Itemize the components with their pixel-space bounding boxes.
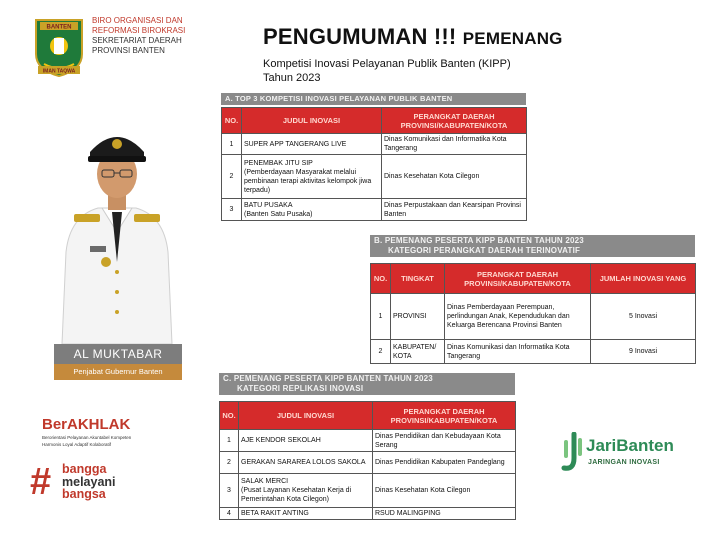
- row-agency: Dinas Komunikasi dan Informatika Kota Tangerang: [445, 340, 591, 364]
- subtitle-line-1: Kompetisi Inovasi Pelayanan Publik Banten (KIPP): [263, 58, 511, 70]
- row-title: PENEMBAK JITU SIP (Pemberdayaan Masyarakat melalui pembinaan terapi aktivitas kelompok jiwa terpadu): [242, 155, 382, 199]
- berakhlak-wordmark: BerAKHLAK: [42, 416, 131, 433]
- row-title: AJE KENDOR SEKOLAH: [239, 430, 373, 452]
- section-c-title-line-1: C. PEMENANG PESERTA KIPP BANTEN TAHUN 2023: [223, 374, 433, 383]
- table-row: [220, 508, 516, 520]
- row-no: 3: [222, 199, 242, 221]
- table-row: [220, 474, 516, 508]
- table-header-row: [371, 264, 696, 294]
- table-row: [222, 199, 527, 221]
- organization-block: [92, 16, 222, 56]
- section-a-table: [221, 107, 527, 221]
- jaribanten-tagline: JARINGAN INOVASI: [588, 459, 660, 466]
- row-agency: Dinas Pemberdayaan Perempuan, perlindungan Anak, Kependudukan dan Keluarga Berencana Provinsi Banten: [445, 294, 591, 340]
- row-level: KABUPATEN/ KOTA: [391, 340, 445, 364]
- page-subtitle: [263, 57, 511, 85]
- official-portrait: [52, 112, 182, 344]
- banten-emblem-logo: [32, 16, 86, 78]
- row-title: SUPER APP TANGERANG LIVE: [242, 134, 382, 155]
- table-header-row: [222, 108, 527, 134]
- jaribanten-name: JariBanten: [586, 436, 674, 455]
- row-no: 2: [371, 340, 391, 364]
- section-b-table: [370, 263, 696, 364]
- table-row: [222, 155, 527, 199]
- row-no: 1: [371, 294, 391, 340]
- col-header-level: TINGKAT: [391, 264, 445, 294]
- row-agency: Dinas Perpustakaan dan Kearsipan Provinsi Banten: [382, 199, 527, 221]
- row-detail: (Pusat Layanan Kesehatan Kerja di Pemerintahan Kota Cilegon): [241, 487, 352, 503]
- org-line-3: SEKRETARIAT DAERAH: [92, 36, 182, 45]
- table-row: [371, 294, 696, 340]
- row-no: 3: [220, 474, 239, 508]
- row-count: 5 Inovasi: [591, 294, 696, 340]
- row-no: 1: [222, 134, 242, 155]
- col-header-title: JUDUL INOVASI: [242, 108, 382, 134]
- section-b-title-line-2: KATEGORI PERANGKAT DAERAH TERINOVATIF: [388, 246, 581, 255]
- row-agency: Dinas Pendidikan Kabupaten Pandeglang: [373, 452, 516, 474]
- col-header-title: JUDUL INOVASI: [239, 402, 373, 430]
- row-agency: Dinas Kesehatan Kota Cilegon: [382, 155, 527, 199]
- bangga-word-2: melayani: [62, 474, 116, 489]
- row-count: 9 Inovasi: [591, 340, 696, 364]
- row-no: 4: [220, 508, 239, 520]
- official-role: Penjabat Gubernur Banten: [54, 364, 182, 380]
- row-title: GERAKAN SARAREA LOLOS SAKOLA: [239, 452, 373, 474]
- row-detail: (Banten Satu Pusaka): [244, 210, 313, 218]
- row-agency: Dinas Pendidikan dan Kebudayaan Kota Serang: [373, 430, 516, 452]
- table-row: [220, 430, 516, 452]
- official-name: AL MUKTABAR: [54, 344, 182, 364]
- col-header-agency: PERANGKAT DAERAH PROVINSI/KABUPATEN/KOTA: [445, 264, 591, 294]
- emblem-bottom-text: IMAN TAQWA: [42, 68, 76, 75]
- col-header-agency: PERANGKAT DAERAH PROVINSI/KABUPATEN/KOTA: [382, 108, 527, 134]
- bangga-word-3: bangsa: [62, 487, 106, 501]
- table-header-row: [220, 402, 516, 430]
- emblem-top-text: BANTEN: [46, 24, 72, 31]
- berakhlak-tagline-2: Harmonis Loyal Adaptif Kolaboratif: [42, 442, 112, 447]
- row-title: SALAK MERCI (Pusat Layanan Kesehatan Kerja di Pemerintahan Kota Cilegon): [239, 474, 373, 508]
- section-b-title: [370, 235, 695, 257]
- jaribanten-mark-icon: [560, 432, 584, 474]
- berakhlak-logo: [42, 416, 152, 447]
- row-agency: Dinas Komunikasi dan Informatika Kota Tangerang: [382, 134, 527, 155]
- org-line-1: BIRO ORGANISASI DAN: [92, 16, 183, 25]
- col-header-no: NO.: [222, 108, 242, 134]
- org-line-2: REFORMASI BIROKRASI: [92, 26, 186, 35]
- jaribanten-logo: [560, 432, 680, 476]
- col-header-no: NO.: [371, 264, 391, 294]
- row-no: 1: [220, 430, 239, 452]
- title-main: PENGUMUMAN !!!: [263, 24, 457, 49]
- col-header-agency: PERANGKAT DAERAH PROVINSI/KABUPATEN/KOTA: [373, 402, 516, 430]
- table-row: [222, 134, 527, 155]
- section-a-title: A. TOP 3 KOMPETISI INOVASI PELAYANAN PUBLIK BANTEN: [221, 93, 526, 105]
- row-no: 2: [222, 155, 242, 199]
- row-title: BETA RAKIT ANTING: [239, 508, 373, 520]
- row-no: 2: [220, 452, 239, 474]
- bangga-word-1: bangga: [62, 462, 107, 476]
- table-row: [371, 340, 696, 364]
- org-line-4: PROVINSI BANTEN: [92, 46, 165, 55]
- row-detail: (Pemberdayaan Masyarakat melalui pembinaan terapi aktivitas kelompok jiwa terpadu): [244, 168, 372, 194]
- col-header-no: NO.: [220, 402, 239, 430]
- section-c-table: [219, 401, 516, 520]
- row-agency: Dinas Kesehatan Kota Cilegon: [373, 474, 516, 508]
- row-title: BATU PUSAKA (Banten Satu Pusaka): [242, 199, 382, 221]
- section-b-title-line-1: B. PEMENANG PESERTA KIPP BANTEN TAHUN 2023: [374, 236, 584, 245]
- hashtag-icon: #: [30, 461, 52, 503]
- page-title: [263, 24, 563, 50]
- subtitle-line-2: Tahun 2023: [263, 72, 321, 84]
- row-agency: RSUD MALINGPING: [373, 508, 516, 520]
- bangga-melayani-bangsa-logo: [30, 462, 150, 502]
- title-sub: PEMENANG: [462, 29, 563, 48]
- table-row: [220, 452, 516, 474]
- col-header-count: JUMLAH INOVASI YANG: [591, 264, 696, 294]
- section-c-title-line-2: KATEGORI REPLIKASI INOVASI: [237, 384, 364, 393]
- row-level: PROVINSI: [391, 294, 445, 340]
- section-c-title: [219, 373, 515, 395]
- berakhlak-tagline-1: Berorientasi Pelayanan Akuntabel Kompeten: [42, 435, 132, 440]
